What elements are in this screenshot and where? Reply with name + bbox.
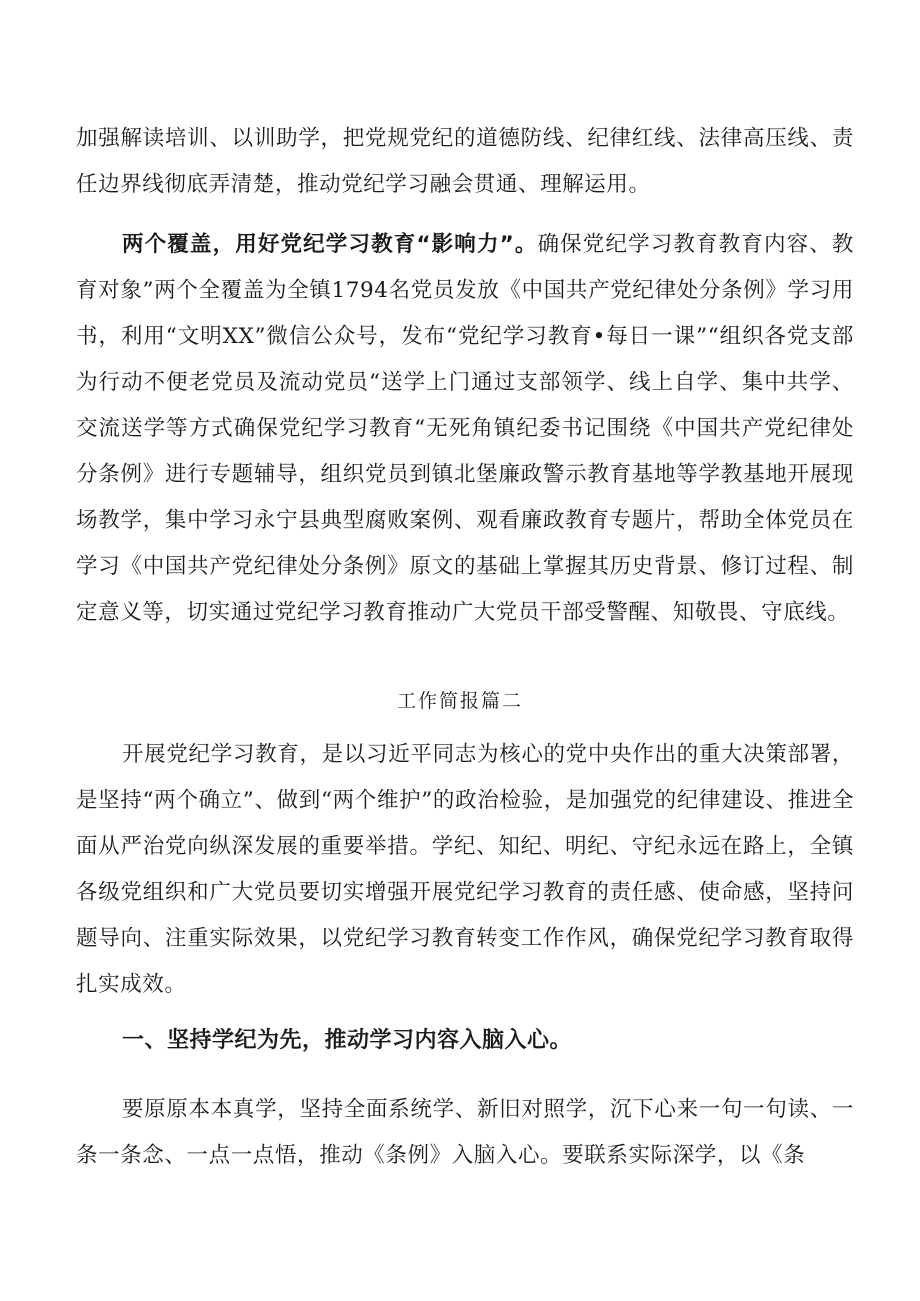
paragraph-study: 要原原本本真学，坚持全面系统学、新旧对照学，沉下心来一句一句读、一条一条念、一点一点悟，推动《条例》入脑入心。要联系实际深学，以《条	[76, 1097, 854, 1168]
paragraph-lead-phrase: 两个覆盖，用好党纪学习教育“影响力”。	[122, 232, 538, 257]
paragraph-training: 加强解读培训、以训助学，把党规党纪的道德防线、纪律红线、法律高压线、责任边界线彻底弄清楚，推动党纪学习融会贯通、理解运用。	[76, 126, 854, 197]
paragraph-two-coverage	[76, 222, 854, 636]
paragraph-body: 确保党纪学习教育教育内容、教育对象”两个全覆盖为全镇1794名党员发放《中国共产党纪律处分条例》学习用书，利用“文明XX”微信公众号，发布“党纪学习教育•每日一课”“组织各党支部为行动不便老党员及流动党员“送学上门通过支部领学、线上自学、集中共学、交流送学等方式确保党纪学习教育“无死角镇纪委书记围绕《中国共产党纪律处分条例》进行专题辅导，组织党员到镇北堡廉政警示教育基地等学教基地开展现场教学，集中学习永宁县典型腐败案例、观看廉政教育专题片，帮助全体党员在学习《中国共产党纪律处分条例》原文的基础上掌握其历史背景、修订过程、制定意义等，切实通过党纪学习教育推动广大党员干部受警醒、知敬畏、守底线。	[76, 232, 854, 625]
paragraph-intro: 开展党纪学习教育，是以习近平同志为核心的党中央作出的重大决策部署，是坚持“两个确立”、做到“两个维护”的政治检验，是加强党的纪律建设、推进全面从严治党向纵深发展的重要举措。学纪、知纪、明纪、守纪永远在路上，全镇各级党组织和广大党员要切实增强开展党纪学习教育的责任感、使命感，坚持问题导向、注重实际效果，以党纪学习教育转变工作作风，确保党纪学习教育取得扎实成效。	[76, 742, 854, 997]
section-heading: 一、坚持学纪为先，推动学习内容入脑入心。	[122, 1028, 573, 1053]
section-title: 工作简报篇二	[396, 690, 523, 712]
